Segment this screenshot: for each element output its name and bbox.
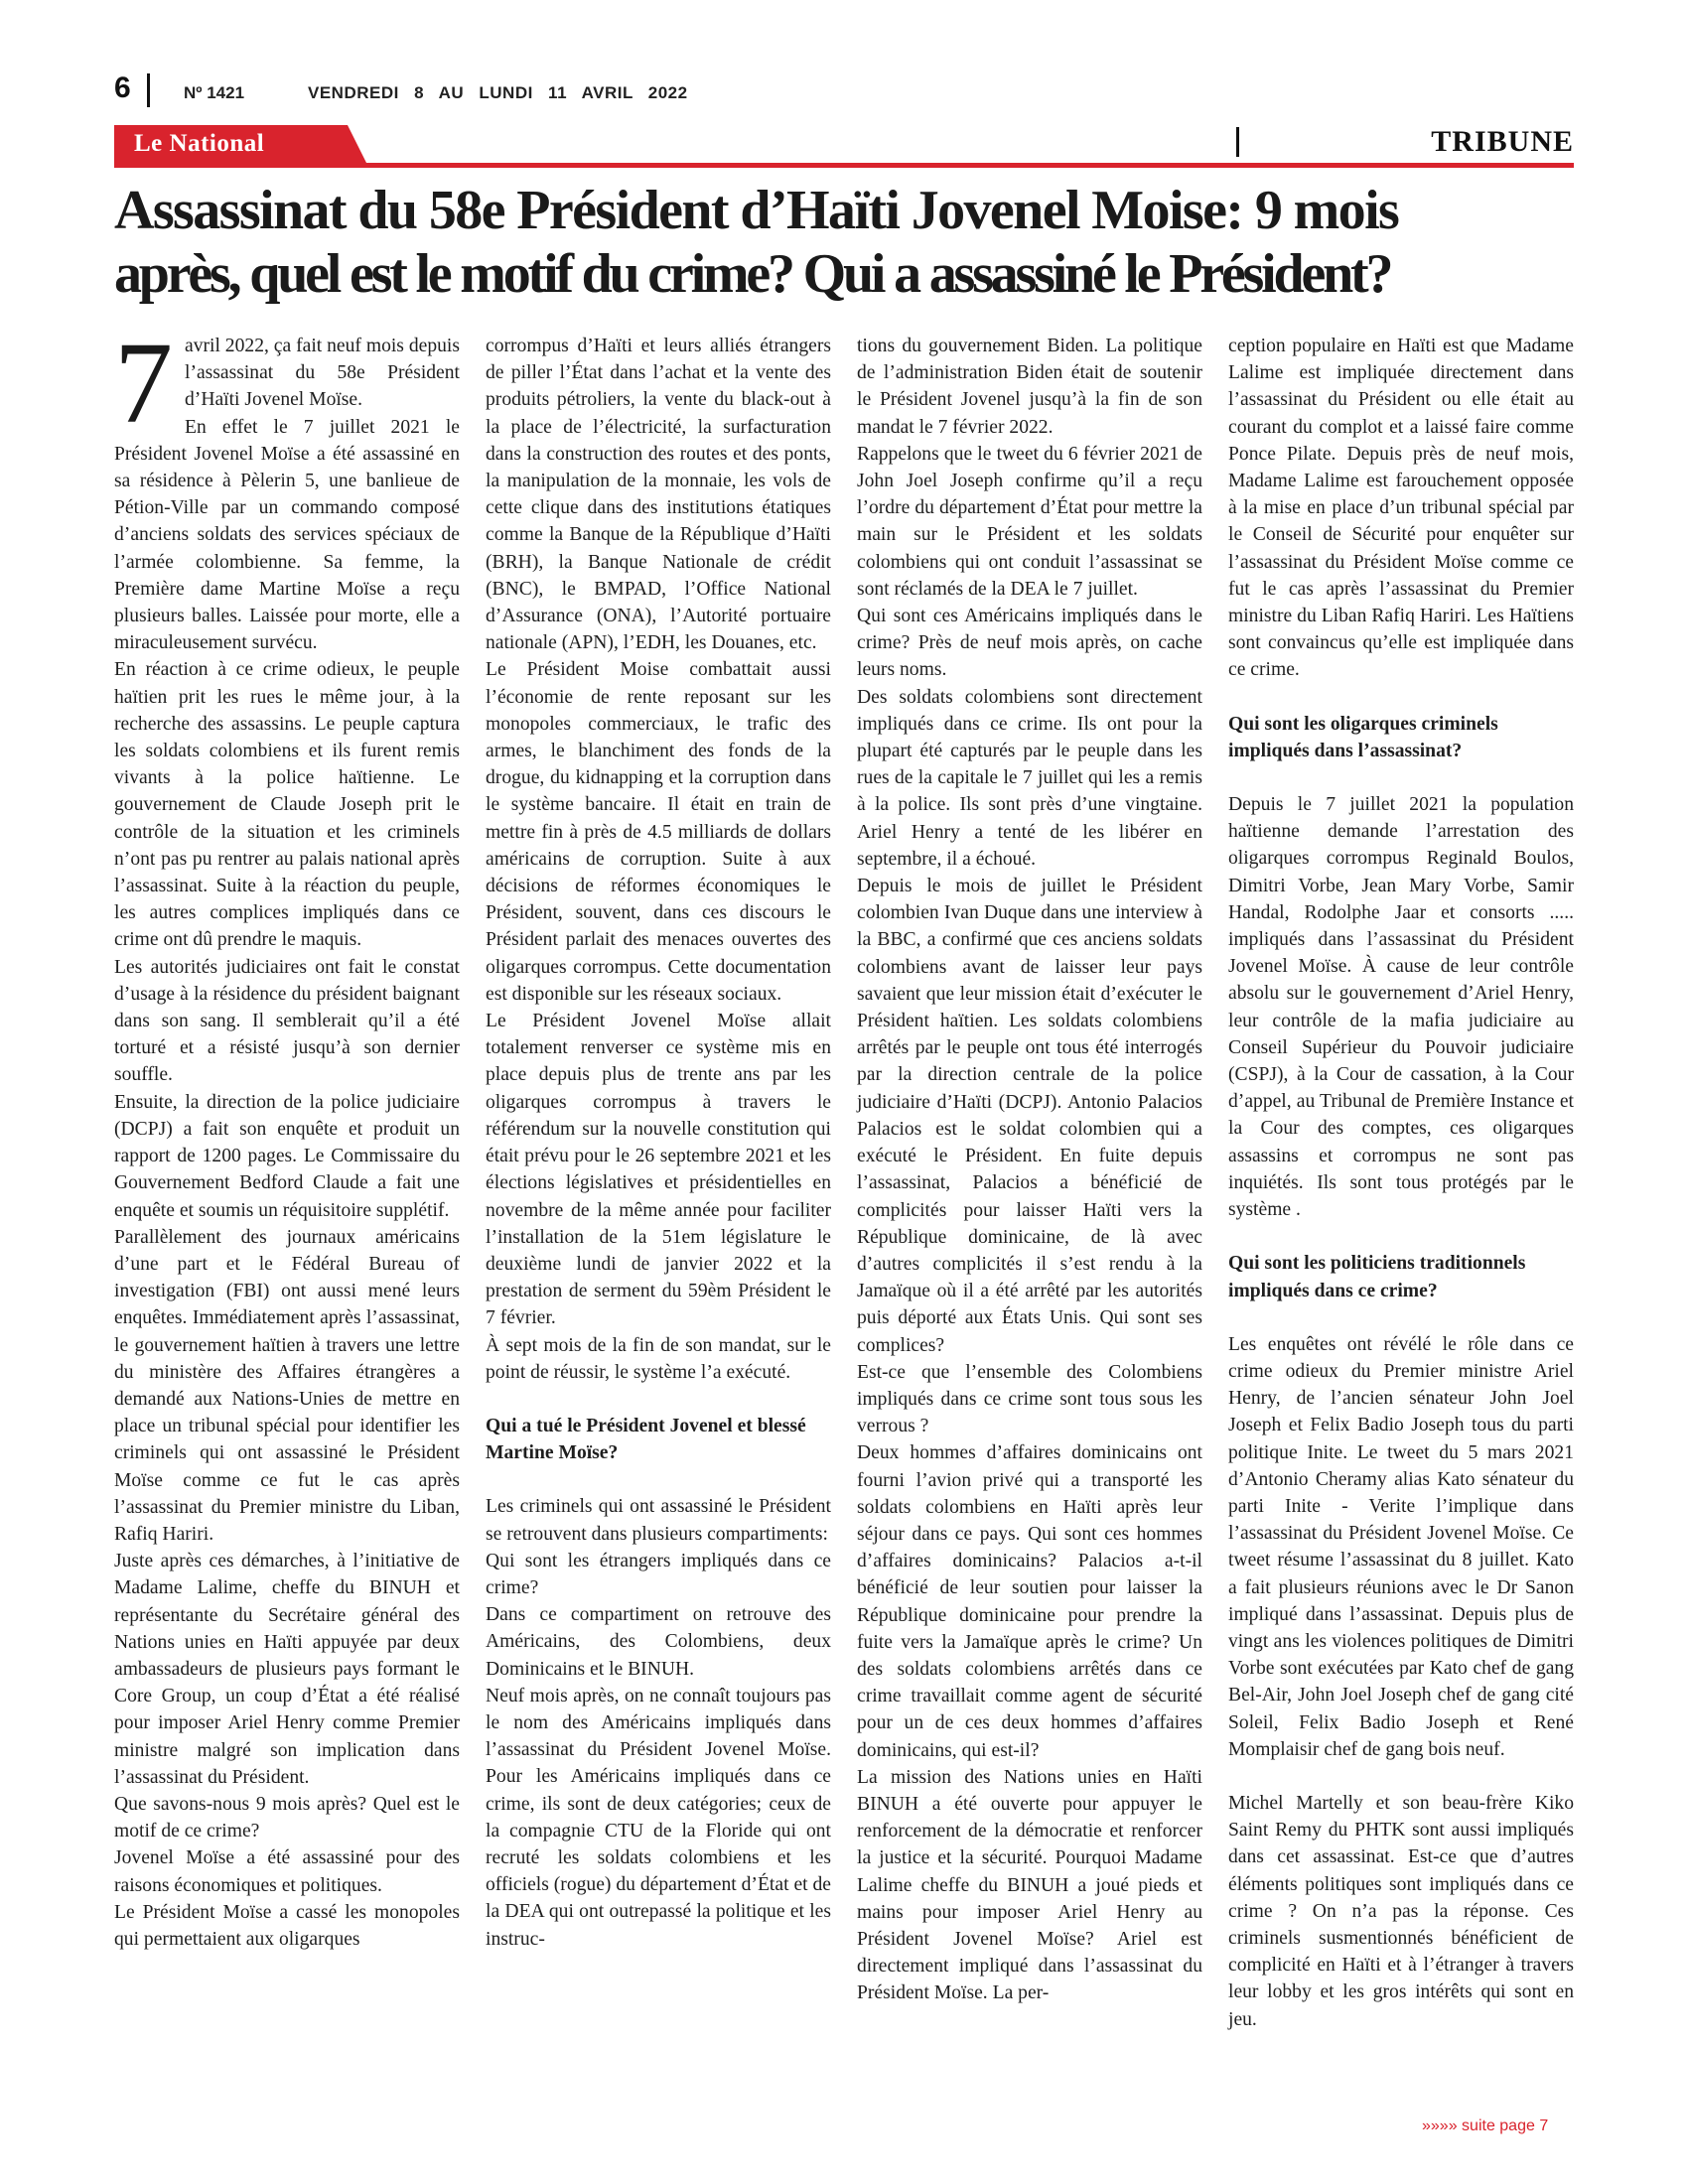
paragraph: Qui sont les étrangers impliqués dans ce crime? — [486, 1550, 831, 1598]
section-separator — [1236, 127, 1239, 157]
page-number-divider — [147, 73, 150, 107]
paragraph: Ensuite, la direction de la police judiciaire (DCPJ) a fait son enquête et produit un rapport de 1200 pages. Le Commissaire du Gouvernement Bedford Claude a fait une enquête et soumis un réquisitoire supplétif. — [114, 1091, 460, 1221]
paragraph: Le Président Jovenel Moïse allait totalement renverser ce système mis en place depuis plus de trente ans par les oligarques corrompus à travers le référendum sur la nouvelle constitution qui était prévu pour le 26 septembre 2021 et les élections législatives et présidentielles en novembre de la même année pour faciliter l’installation de la 51em législature le deuxième lundi de janvier 2022 et la prestation de serment du 59èm Président le 7 février. — [486, 1011, 831, 1329]
paragraph: Que savons-nous 9 mois après? Quel est le motif de ce crime? — [114, 1793, 460, 1843]
brand-name: Le National — [134, 130, 265, 157]
paragraph: Qui sont ces Américains impliqués dans le crime? Près de neuf mois après, on cache leurs noms. — [857, 606, 1202, 681]
paragraph: Le Président Moïse a cassé les monopoles qui permettaient aux oligarques — [114, 1901, 460, 1950]
article-column-1 — [114, 318, 460, 1953]
paragraph: Jovenel Moïse a été assassiné pour des raisons économiques et politiques. — [114, 1847, 460, 1896]
paragraph: tions du gouvernement Biden. La politique de l’administration Biden était de soutenir le Président Jovenel jusqu’à la fin de son mandat le 7 février 2022. — [857, 336, 1202, 438]
subheading: Qui sont les oligarques criminels impliqués dans l’assassinat? — [1228, 713, 1498, 761]
article-column-4 — [1228, 333, 1574, 2033]
issue-number: Nº 1421 — [184, 83, 245, 102]
headline-line-2: après, quel est le motif du crime? Qui a assassiné le Président? — [114, 243, 1391, 305]
paragraph: Neuf mois après, on ne connaît toujours pas le nom des Américains impliqués dans l’assassinat du Président Jovenel Moïse. Pour les Américains impliqués dans ce crime, ils sont de deux catégories; ceux de la compagnie CTU de la Floride qui ont recruté les soldats colombiens et les officiels (rogue) du département d’État et de la DEA qui ont outrepassé la politique et les instruc- — [486, 1685, 831, 1950]
lead-paragraph — [114, 318, 460, 448]
paragraph: Les enquêtes ont révélé le rôle dans ce crime odieux du Premier ministre Ariel Henry, de l’ancien sénateur John Joel Joseph et Felix Badio Joseph tous du parti politique Inite. Le tweet du 5 mars 2021 d’Antonio Cheramy alias Kato sénateur du parti Inite - Verite l’implique dans l’assassinat du Président Jovenel Moïse. Ce tweet résume l’assassinat du 8 juillet. Kato a fait plusieurs réunions avec le Dr Sanon impliqué dans l’assassinat. Depuis plus de vingt ans les violences politiques de Dimitri Vorbe sont exécutées par Kato chef de gang Bel-Air, John Joel Joseph chef de gang cité Soleil, Felix Badio Joseph et René Momplaisir chef de gang bois neuf. — [1228, 1333, 1574, 1760]
paragraph: La mission des Nations unies en Haïti BINUH a été ouverte pour appuyer le renforcement de la démocratie et renforcer la justice et la sécurité. Pourquoi Madame Lalime cheffe du BINUH a joué pieds et mains pour imposer Ariel Henry au Président Jovenel Moïse? Ariel est directement impliqué dans l’assassinat du Président Moïse. La per- — [857, 1766, 1202, 2004]
paragraph: En effet le 7 juillet 2021 le Président Jovenel Moïse a été assassiné en sa résidence à Pèlerin 5, une banlieue de Pétion-Ville par un commando composé d’anciens soldats des services spéciaux de l’armée colombienne. Sa femme, la Première dame Martine Moïse a reçu plusieurs balles. Laissée pour morte, elle a miraculeusement survécu. — [114, 416, 460, 654]
page-number: 6 — [114, 71, 131, 104]
paragraph: corrompus d’Haïti et leurs alliés étrangers de piller l’État dans l’achat et la vente des produits pétroliers, la vente du black-out à la place de l’électricité, la surfacturation dans la construction des routes et des ponts, la manipulation de la monnaie, les vols de cette clique dans des institutions étatiques comme la Banque de la République d’Haïti (BRH), la Banque Nationale de crédit (BNC), le BMPAD, l’Office National d’Assurance (ONA), l’Autorité portuaire nationale (APN), l’EDH, les Douanes, etc. — [486, 336, 831, 654]
issue-date: VENDREDI 8 AU LUNDI 11 AVRIL 2022 — [308, 83, 688, 102]
paragraph: Parallèlement des journaux américains d’une part et le Fédéral Bureau of investigation (FBI) ont aussi mené leurs enquêtes. Immédiatement après l’assassinat, le gouvernement haïtien à travers une lettre du ministère des Affaires étrangères a demandé aux Nations-Unies de mettre en place un tribunal spécial pour identifier les criminels qui ont assassiné le Président Moïse comme ce fut le cas après l’assassinat du Premier ministre du Liban, Rafiq Hariri. — [114, 1226, 460, 1545]
paragraph: Depuis le mois de juillet le Président colombien Ivan Duque dans une interview à la BBC, a confirmé que ces anciens soldats colombiens avant de laisser leur pays savaient que leur mission était d’exécuter le Président haïtien. Les soldats colombiens arrêtés par le peuple ont tous été interrogés par la direction centrale de la police judiciaire d’Haïti (DCPJ). Antonio Palacios Palacios est le soldat colombien qui a exécuté le Président. En fuite depuis l’assassinat, Palacios a bénéficié de complicités pour laisser Haïti vers la République dominicaine, de là avec d’autres complicités il s’est rendu à la Jamaïque où il a été arrêté par les autorités puis déporté aux États Unis. Qui sont ses complices? — [857, 876, 1202, 1356]
paragraph: Depuis le 7 juillet 2021 la population haïtienne demande l’arrestation des oligarques corrompus Reginald Boulos, Dimitri Vorbe, Jean Mary Vorbe, Samir Handal, Rodolphe Jaar et consorts ..... impliqués dans l’assassinat du Président Jovenel Moïse. À cause de leur contrôle absolu sur le gouvernement d’Ariel Henry, leur contrôle de la mafia judiciaire au Conseil Supérieur du Pouvoir judiciaire (CSPJ), à la Cour de cassation, à la Cour d’appel, au Tribunal de Première Instance et la Cour des comptes, ces oligarques assassins et corrompus ne sont pas inquiétés. Ils sont tous protégés par le système . — [1228, 794, 1574, 1221]
section-band — [114, 125, 1574, 171]
article-column-2 — [486, 333, 831, 1953]
paragraph: Est-ce que l’ensemble des Colombiens impliqués dans ce crime sont tous sous les verrous ? — [857, 1361, 1202, 1437]
paragraph: Des soldats colombiens sont directement impliqués dans ce crime. Ils ont pour la plupart été capturés par le peuple dans les rues de la capitale le 7 juillet qui les a remis à la police. Ils sont près d’une vingtaine. Ariel Henry a tenté de les libérer en septembre, il a échoué. — [857, 686, 1202, 870]
paragraph: Le Président Moise combattait aussi l’économie de rente reposant sur les monopoles commerciaux, le trafic des armes, le blanchiment des fonds de la drogue, du kidnapping et la corruption dans le système bancaire. Il était en train de mettre fin à près de 4.5 milliards de dollars américains de corruption. Suite à aux décisions de réformes économiques le Président, souvent, dans ces discours le Président parlait des menaces ouvertes des oligarques corrompus. Cette documentation est disponible sur les réseaux sociaux. — [486, 659, 831, 1005]
headline-line-1: Assassinat du 58e Président d’Haïti Jovenel Moise: 9 mois — [114, 180, 1399, 241]
article-column-3 — [857, 333, 1202, 2007]
paragraph: avril 2022, ça fait neuf mois depuis l’assassinat du 58e Président d’Haïti Jovenel Moïse. — [185, 336, 460, 411]
paragraph: Juste après ces démarches, à l’initiative de Madame Lalime, cheffe du BINUH et représentante du Secrétaire général des Nations unies en Haïti appuyée par deux ambassadeurs de plusieurs pays formant le Core Group, un coup d’État a été réalisé pour imposer Ariel Henry comme Premier ministre malgré son implication dans l’assassinat du Président. — [114, 1551, 460, 1788]
paragraph: ception populaire en Haïti est que Madame Lalime est impliquée directement dans l’assassinat du Président ou elle était au courant du complot et a laissé faire comme Ponce Pilate. Depuis près de neuf mois, Madame Lalime est farouchement opposée à la mise en place d’un tribunal spécial par le Conseil de Sécurité pour enquêter sur l’assassinat du Président Moïse comme ce fut le cas après l’assassinat du Premier ministre du Liban Rafiq Hariri. Les Haïtiens sont convaincus qu’elle est impliquée dans ce crime. — [1228, 336, 1574, 681]
subheading: Qui a tué le Président Jovenel et blessé Martine Moïse? — [486, 1415, 806, 1464]
paragraph: Rappelons que le tweet du 6 février 2021 de John Joel Joseph confirme qu’il a reçu l’ordre du département d’État pour mettre la main sur le Président et les soldats colombiens qui ont conduit l’assassinat se sont réclamés de la DEA le 7 juillet. — [857, 443, 1202, 600]
paragraph: À sept mois de la fin de son mandat, sur le point de réussir, le système l’a exécuté. — [486, 1334, 831, 1383]
paragraph: Les criminels qui ont assassiné le Président se retrouvent dans plusieurs compartiments: — [486, 1496, 831, 1545]
drop-cap: 7 — [114, 318, 173, 448]
continuation-link[interactable]: »»»» suite page 7 — [1422, 2117, 1549, 2134]
subheading: Qui sont les politiciens traditionnels impliqués dans ce crime? — [1228, 1253, 1526, 1301]
section-rule — [114, 163, 1574, 168]
masthead — [114, 69, 1574, 109]
paragraph: Les autorités judiciaires ont fait le constat d’usage à la résidence du président baignant dans son sang. Il semblerait qu’il a été torturé et a résisté jusqu’à son dernier souffle. — [114, 956, 460, 1086]
paragraph: Deux hommes d’affaires dominicains ont fourni l’avion privé qui a transporté les soldats colombiens en Haïti après leur séjour dans ce pays. Qui sont ces hommes d’affaires dominicains? Palacios a-t-il bénéficié de leur soutien pour laisser la République dominicaine pour prendre la fuite vers la Jamaïque après le crime? Un des soldats colombiens arrêtés dans ce crime travaillait comme agent de sécurité pour un de ces deux hommes d’affaires dominicains, qui est-il? — [857, 1442, 1202, 1761]
section-label: TRIBUNE — [1431, 125, 1574, 158]
paragraph: Michel Martelly et son beau-frère Kiko Saint Remy du PHTK sont aussi impliqués dans cet assassinat. Est-ce que d’autres éléments politiques sont impliqués dans ce crime ? On n’a pas la réponse. Ces criminels susmentionnés bénéficient de complicité en Haïti et à l’étranger à travers leur lobby et les gros intérêts qui sont en jeu. — [1228, 1792, 1574, 2030]
paragraph: Dans ce compartiment on retrouve des Américains, des Colombiens, deux Dominicains et le BINUH. — [486, 1604, 831, 1680]
headline — [114, 179, 1574, 306]
article-body — [114, 318, 1574, 2080]
paragraph: En réaction à ce crime odieux, le peuple haïtien prit les rues le même jour, à la recherche des assassins. Le peuple captura les soldats colombiens et ils furent remis vivants à la police haïtienne. Le gouvernement de Claude Joseph prit le contrôle de la situation et les criminels n’ont pas pu rentrer au palais national après l’assassinat. Suite à la réaction du peuple, les autres complices impliqués dans ce crime ont dû prendre le maquis. — [114, 659, 460, 951]
